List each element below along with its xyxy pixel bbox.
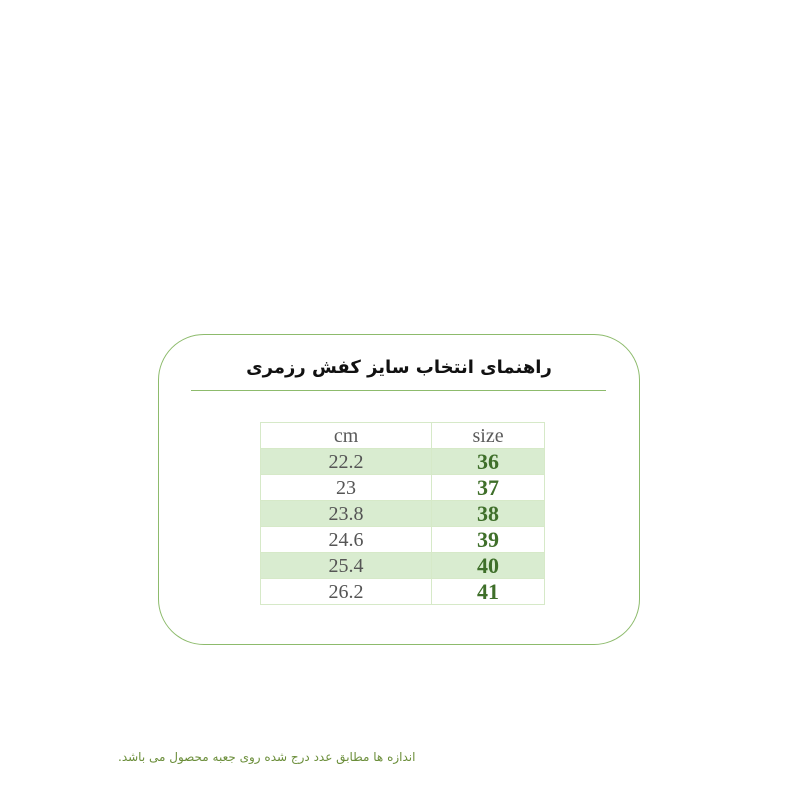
cm-cell: 23 — [261, 475, 432, 501]
size-cell: 41 — [432, 579, 545, 605]
header-size: size — [432, 423, 545, 449]
size-cell: 38 — [432, 501, 545, 527]
size-table — [260, 422, 545, 605]
table-row — [261, 475, 545, 501]
table-row — [261, 501, 545, 527]
cm-cell: 25.4 — [261, 553, 432, 579]
size-cell: 40 — [432, 553, 545, 579]
size-cell: 37 — [432, 475, 545, 501]
table-row — [261, 553, 545, 579]
table-row — [261, 579, 545, 605]
cm-cell: 23.8 — [261, 501, 432, 527]
cm-cell: 26.2 — [261, 579, 432, 605]
table-row — [261, 449, 545, 475]
cm-cell: 22.2 — [261, 449, 432, 475]
size-cell: 36 — [432, 449, 545, 475]
size-cell: 39 — [432, 527, 545, 553]
header-cm: cm — [261, 423, 432, 449]
size-guide-card — [158, 334, 640, 645]
table-header-row — [261, 423, 545, 449]
footnote: اندازه ها مطابق عدد درج شده روی جعبه محصول می باشد. — [118, 750, 416, 764]
cm-cell: 24.6 — [261, 527, 432, 553]
title-divider — [191, 390, 606, 391]
table-row — [261, 527, 545, 553]
size-guide-title: راهنمای انتخاب سایز کفش رزمری — [246, 357, 552, 378]
